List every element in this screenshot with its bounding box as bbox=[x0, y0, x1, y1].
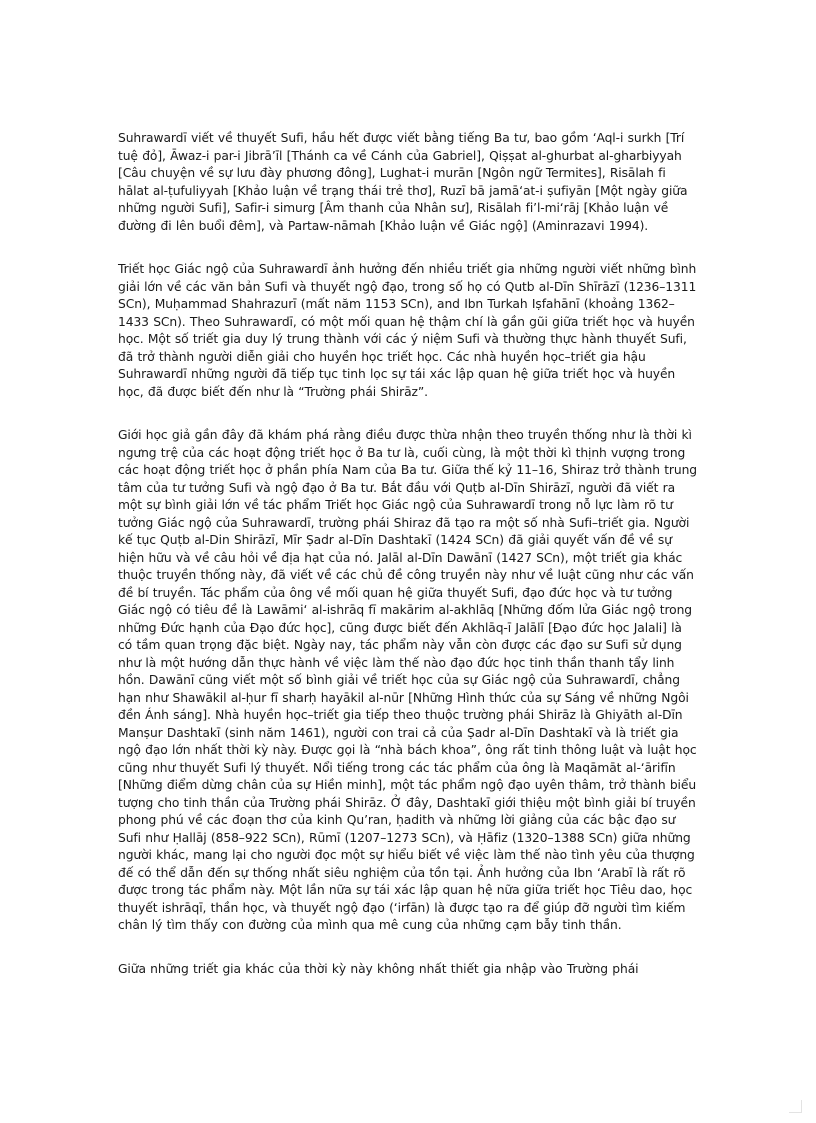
paragraph-2: Triết học Giác ngộ của Suhrawardī ảnh hưởng đến nhiều triết gia những người viết những bình giải lớn về các văn bản Sufi và thuyết ngộ đạo, trong số họ có Qutb al-Dīn Shīrāzī (1236–1311 SCn), Muḥammad Shahrazurī (mất năm 1153 SCn), and Ibn Turkah Iṣfahānī (khoảng 1362–1433 SCn). Theo Suhrawardī, có một mối quan hệ thậm chí là gần gũi giữa triết học và huyền học. Một số triết gia duy lý trung thành với các ý niệm Sufi và thường thực hành thuyết Sufi, đã trở thành người diễn giải cho huyền học triết học. Các nhà huyền học–triết gia hậu Suhrawardī những người đã tiếp tục tinh lọc sự tái xác lập quan hệ giữa triết học và huyền học, đã được biết đến như là “Trường phái Shirāz”. bbox=[118, 262, 697, 399]
paragraph-4: Giữa những triết gia khác của thời kỳ này không nhất thiết gia nhập vào Trường phái bbox=[118, 961, 639, 976]
paragraph-3: Giới học giả gần đây đã khám phá rằng điều được thừa nhận theo truyền thống như là thời kì ngưng trệ của các hoạt động triết học ở Ba tư là, cuối cùng, là một thời kì thịnh vượng trong các hoạt động triết học ở phần phía Nam của Ba tư. Giữa thế kỷ 11–16, Shiraz trở thành trung tâm của tư tưởng Sufi và ngộ đạo ở Ba tư. Bắt đầu với Quṭb al-Dīn Shirāzī, người đã viết ra một sự bình giải lớn về tác phẩm Triết học Giác ngộ của Suhrawardī trong nỗ lực làm rõ tư tưởng Giác ngộ của Suhrawardī, trường phái Shiraz đã tạo ra một số nhà Sufi–triết gia. Người kế tục Quṭb al-Din Shirāzī, Mīr Ṣadr al-Dīn Dashtakī (1424 SCn) đã giải quyết vấn đề về sự hiện hữu và về câu hỏi về địa hạt của nó. Jalāl al-Dīn Dawānī (1427 SCn), một triết gia khác thuộc truyền thống này, đã viết về các chủ đề công truyền này như về luật cũng như các vấn đề bí truyền. Tác phẩm của ông về mối quan hệ giữa thuyết Sufi, đạo đức học và tư tưởng Giác ngộ có tiêu đề là Lawāmi‘ al-ishrāq fī makārim al-akhlāq [Những đốm lửa Giác ngộ trong những Đức hạnh của Đạo đức học], cũng được biết đến Akhlāq-ī Jalālī [Đạo đức học Jalali] là có tầm quan trọng đặc biệt. Ngày nay, tác phẩm này vẫn còn được các đạo sư Sufi sử dụng như là một hướng dẫn thực hành về việc làm thế nào đạo đức học tinh thần thanh tẩy linh hồn. Dawānī cũng viết một số bình giải về triết học của sự Giác ngộ của Suhrawardī, chẳng hạn như Shawākil al-ḥur fī sharḥ hayākil al-nūr [Những Hình thức của sự Sáng về những Ngôi đền Ánh sáng]. Nhà huyền học–triết gia tiếp theo thuộc trường phái Shirāz là Ghiyāth al-Dīn Manṣur Dashtakī (sinh năm 1461), người con trai cả của Ṣadr al-Dīn Dashtakī và là triết gia ngộ đạo lớn nhất thời kỳ này. Được gọi là “nhà bách khoa”, ông rất tinh thông luật và luật học cũng như thuyết Sufi lý thuyết. Nổi tiếng trong các tác phẩm của ông là Maqāmāt al-‘ārifīn [Những điểm dừng chân của sự Hiền minh], một tác phẩm ngộ đạo uyên thâm, trở thành biểu tượng cho tinh thần của Trường phái Shirāz. Ở đây, Dashtakī giới thiệu một bình giải bí truyền phong phú về các đoạn thơ của kinh Qu’ran, ḥadith và những lời giảng của các bậc đạo sư Sufi như Ḥallāj (858–922 SCn), Rūmī (1207–1273 SCn), và Ḥāfiz (1320–1388 SCn) giữa những người khác, mang lại cho người đọc một sự hiểu biết về việc làm thế nào tình yêu của thượng đế có thể dẫn đến sự thống nhất siêu nghiệm của tồn tại. Ảnh hưởng của Ibn ‘Arabī là rất rõ được trong tác phẩm này. Một lần nữa sự tái xác lập quan hệ nữa giữa triết học Tiêu dao, học thuyết ishrāqī, thần học, và thuyết ngộ đạo (‘irfān) là được tạo ra để giúp đỡ người tìm kiếm chân lý tìm thấy con đường của mình qua mê cung của những cạm bẫy tinh thần. bbox=[118, 428, 697, 932]
document-body bbox=[118, 130, 700, 978]
paragraph-1: Suhrawardī viết về thuyết Sufi, hầu hết được viết bằng tiếng Ba tư, bao gồm ‘Aql-i surkh [Trí tuệ đỏ], Āwaz-i par-i Jibrā’īl [Thánh ca về Cánh của Gabriel], Qiṣṣat al-ghurbat al-gharbiyyah [Câu chuyện về sự lưu đày phương đông], Lughat-i murān [Ngôn ngữ Termites], Risālah fi hālat al-ṭufuliyyah [Khảo luận về trạng thái trẻ thơ], Ruzī bā jamā‘at-i ṣufiyān [Một ngày giữa những người Sufi], Safir-i simurg [Âm thanh của Nhân sư], Risālah fi’l-mi‘rāj [Khảo luận về đường đi lên buổi đêm], và Partaw-nāmah [Khảo luận về Giác ngộ] (Aminrazavi 1994). bbox=[118, 131, 688, 233]
page-corner-mark bbox=[789, 1100, 802, 1113]
